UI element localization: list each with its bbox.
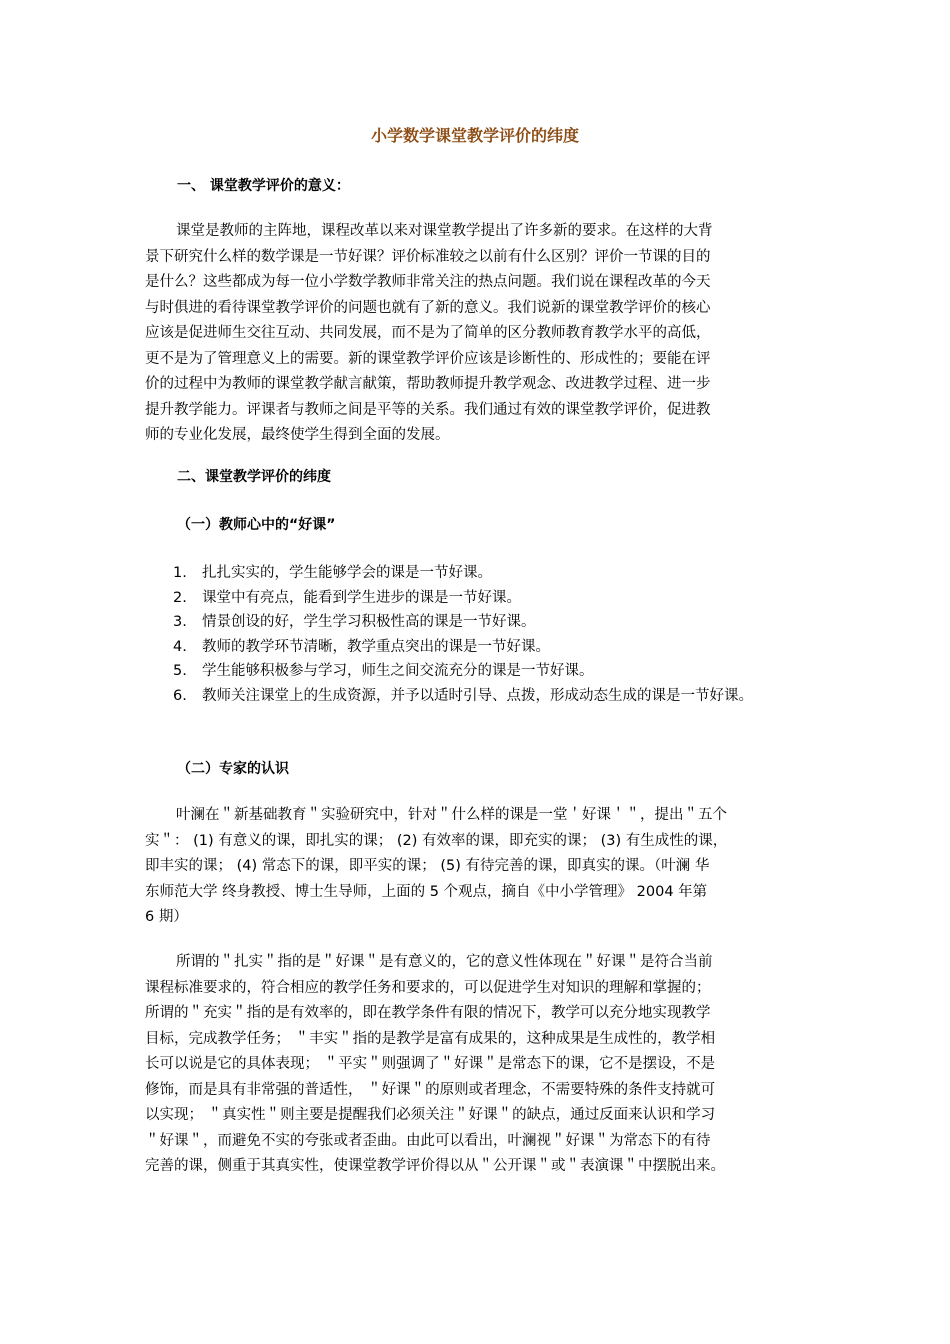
paragraph-line: 实＂： (1) 有意义的课，即扎实的课； (2) 有效率的课，即充实的课； (3) 有生成性的课， [145, 832, 728, 849]
list-text: 扎扎实实的，学生能够学会的课是一节好课。 [202, 565, 492, 581]
good-lesson-list [145, 561, 810, 708]
paragraph-line: 课程标准要求的，符合相应的教学任务和要求的，可以促进学生对知识的理解和掌握的； [145, 979, 711, 996]
paragraph-line: 所谓的＂扎实＂指的是＂好课＂是有意义的，它的意义性体现在＂好课＂是符合当前 [176, 954, 713, 970]
list-item [145, 586, 810, 611]
paragraph-line: 师的专业化发展，最终使学生得到全面的发展。 [145, 427, 450, 443]
document-title: 小学数学课堂教学评价的纬度 [370, 126, 579, 145]
list-number: 3. [173, 614, 187, 630]
paragraph-line: 更不是为了管理意义上的需要。新的课堂教学评价应该是诊断性的、形成性的；要能在评 [145, 350, 711, 367]
subsection1-heading: （一）教师心中的“好课” [177, 517, 336, 533]
paragraph-line: 应该是促进师生交往互动、共同发展，而不是为了简单的区分教师教育教学水平的高低， [145, 325, 711, 341]
list-text: 教师关注课堂上的生成资源，并予以适时引导、点拨，形成动态生成的课是一节好课。 [202, 687, 753, 704]
expert-paragraph-2 [145, 950, 810, 1180]
expert-paragraph-1 [145, 803, 810, 931]
list-number: 4. [173, 638, 187, 655]
list-text: 情景创设的好，学生学习积极性高的课是一节好课。 [202, 614, 536, 630]
list-number: 5. [173, 663, 187, 679]
paragraph-line: 是什么？这些都成为每一位小学数学教师非常关注的热点问题。我们说在课程改革的今天 [145, 274, 711, 290]
list-text: 课堂中有亮点，能看到学生进步的课是一节好课。 [202, 589, 521, 606]
paragraph-line: 6 期） [145, 909, 188, 925]
paragraph-line: 与时俱进的看待课堂教学评价的问题也就有了新的意义。我们说新的课堂教学评价的核心 [145, 299, 711, 316]
list-text: 学生能够积极参与学习，师生之间交流充分的课是一节好课。 [202, 663, 594, 679]
paragraph-line: 以实现； ＂真实性＂则主要是提醒我们必须关注＂好课＂的缺点，通过反面来认识和学习 [145, 1107, 716, 1123]
paragraph-line: 长可以说是它的具体表现； ＂平实＂则强调了＂好课＂是常态下的课，它不是摆设，不是 [145, 1056, 716, 1072]
paragraph-line: 提升教学能力。评课者与教师之间是平等的关系。我们通过有效的课堂教学评价，促进教 [145, 401, 711, 418]
subsection2-heading: （二）专家的认识 [177, 761, 289, 777]
list-item [145, 561, 810, 586]
paragraph-line: 景下研究什么样的数学课是一节好课？评价标准较之以前有什么区别？评价一节课的目的 [145, 248, 711, 265]
list-item [145, 610, 810, 635]
paragraph-line: 目标，完成教学任务； ＂丰实＂指的是教学是富有成果的，这种成果是生成性的，教学相 [145, 1030, 716, 1047]
section1-heading: 一、 课堂教学评价的意义： [177, 178, 350, 194]
list-number: 1. [173, 565, 187, 581]
paragraph-line: 所谓的＂充实＂指的是有效率的，即在教学条件有限的情况下，教学可以充分地实现教学 [145, 1005, 711, 1021]
list-number: 6. [173, 687, 187, 704]
paragraph-line: 价的过程中为教师的课堂教学献言献策，帮助教师提升教学观念、改进教学过程、进一步 [145, 376, 711, 392]
list-number: 2. [173, 589, 187, 606]
list-item [145, 684, 810, 709]
paragraph-line: 课堂是教师的主阵地，课程改革以来对课堂教学提出了许多新的要求。在这样的大背 [176, 223, 713, 239]
paragraph-line: 东师范大学 终身教授、博士生导师，上面的 5 个观点，摘自《中小学管理》 2004 年第 [145, 883, 708, 900]
paragraph-line: 修饰，而是具有非常强的普适性， ＂好课＂的原则或者理念，不需要特殊的条件支持就可 [145, 1081, 716, 1098]
section1-paragraph [145, 219, 810, 449]
list-text: 教师的教学环节清晰，教学重点突出的课是一节好课。 [202, 638, 550, 655]
paragraph-line: ＂好课＂，而避免不实的夸张或者歪曲。由此可以看出，叶澜视＂好课＂为常态下的有待 [145, 1132, 711, 1149]
section2-heading: 二、课堂教学评价的纬度 [177, 469, 331, 485]
paragraph-line: 叶澜在＂新基础教育＂实验研究中，针对＂什么样的课是一堂＇好课＇＂，提出＂五个 [176, 807, 727, 823]
paragraph-line: 完善的课，侧重于其真实性，使课堂教学评价得以从＂公开课＂或＂表演课＂中摆脱出来。 [145, 1158, 725, 1174]
paragraph-line: 即丰实的课； (4) 常态下的课，即平实的课； (5) 有待完善的课，即真实的课。（叶澜 华 [145, 858, 710, 874]
list-item [145, 635, 810, 660]
list-item [145, 659, 810, 684]
